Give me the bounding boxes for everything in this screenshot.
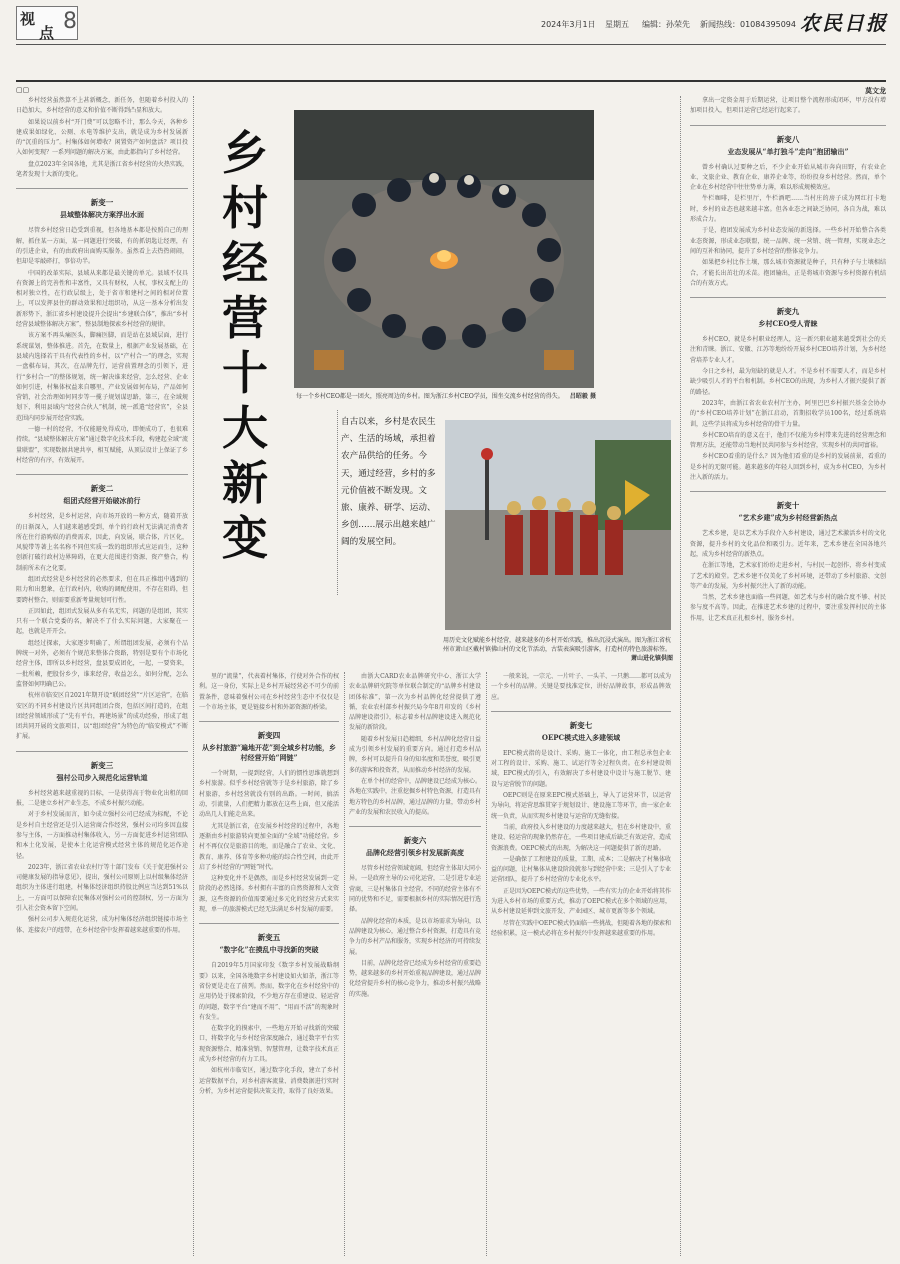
- photo2-credit: 萧山进化镇供图: [630, 655, 673, 662]
- section-char-1: 视: [20, 10, 36, 28]
- paragraph: 强村公司步入规范化运营，成为村集体经济组织链接市场主体、连接农户的纽带，在乡村经营中发挥着越来越重要的作用。: [16, 916, 188, 934]
- photo2-caption: 用历史文化赋能乡村经营，越来越多的乡村开始实践，推出沉浸式演出。图为浙江省杭州市萧山区戴村镇佛山村的文化节活动，古装表演吸引游客，打造村的特色旅游标签。: [443, 637, 672, 653]
- paragraph: 在浙江等地，艺术家们纷纷走进乡村，与村民一起创作，将乡村变成了艺术的殿堂。艺术乡建不仅美化了乡村环境，还带动了乡村旅游、文创等产业的发展，为乡村振兴注入了新的动能。: [690, 562, 886, 590]
- paragraph: 盘点2023年全国各地，尤其是浙江省乡村经营的火热实践，笔者发现十大新的变化。: [16, 160, 188, 179]
- paragraph: 尽管在实践中OEPC模式仍面临一些挑战，但随着各地的探索和经验积累，这一模式必将在乡村振兴中发挥越来越重要的作用。: [491, 919, 671, 937]
- paragraph: 组团式经营是乡村经营的必然要求，但在具正推组中遇到的阻力和出想象，在行政村内，收购的调配使用，不存在阻碍，但要跨村整合，则需要重新考量规划可行性。: [16, 575, 188, 604]
- column-4: [491, 672, 671, 1256]
- section-title: 业态发展从“单打独斗”走向“抱团输出”: [727, 146, 849, 156]
- photo1-caption-row: [296, 392, 596, 401]
- page-editor: 编辑：孙荣先: [642, 20, 690, 29]
- section-title: 品牌化经营引领乡村发展新高度: [366, 848, 464, 858]
- paragraph: 艺术乡建，是以艺术为手段介入乡村建设，通过艺术激活乡村的文化资源，提升乡村的文化品位和吸引力。近年来，艺术乡建在全国各地兴起，成为乡村经营的新热点。: [690, 530, 886, 558]
- paragraph: 一个时期，一提到经营，人们的惯性思维就想到乡村旅游。似乎乡村经营就等于是乡村旅游，除了乡村旅游，乡村经营就没有别的出路。一时间，搞活动，引流量，人们把精力都放在这些上面，但又能活动出几人们能走出来。: [199, 770, 339, 819]
- section-number: 新变八: [776, 134, 800, 144]
- column-5: [690, 96, 886, 1256]
- paragraph: 今日之乡村，最为短缺的就是人才。不是乡村不需要人才，而是乡村缺少吸引人才的平台和机制。乡村CEO的出现，为乡村人才振兴提供了新的路径。: [690, 368, 886, 396]
- photo2-caption-row: [443, 636, 673, 663]
- paragraph: 乡村经营虽然算不上甚新概念，新任务，但随着乡村投入的日趋加大，乡村经营的意义和价值不断得到凸显和放大。: [16, 97, 188, 115]
- section-heading-7: [491, 711, 671, 743]
- issue-date: 2024年3月1日: [541, 20, 596, 29]
- column-divider: [486, 672, 487, 1256]
- paragraph: 品牌化经营的本质，是以市场需求为导向，以品牌建设为核心，通过整合乡村资源，打造具有竞争力的乡村产品和服务，实现乡村经济的可持续发展。: [349, 917, 481, 956]
- section-number: 新变三: [90, 760, 114, 770]
- section-number: 新变十: [776, 501, 800, 511]
- paragraph: 杭州市临安区自2021年期开设“联团经营”“片区运营”，在临安区的不同乡村建设片区共同组团合资，包括区间打造的，在组团经营领域形成了“先有平台，再建场景”的成功经验，形成了组团共同开展的文旅项目，以“组团经营”为特色的“临安模式”不断扩展。: [16, 692, 188, 741]
- section-heading-8: [690, 125, 886, 157]
- section-title: 县域整体解决方案浮出水面: [60, 210, 144, 220]
- section-heading-3: [16, 751, 188, 783]
- paragraph: EPC模式指的是设计、采购、施工一体化，由工程总承包企业对工程的设计、采购、施工、试运行等全过程负责。在乡村建设领域，EPC模式的引入，有效解决了乡村建设中设计与施工脱节、建设与运营脱节的问题。: [491, 749, 671, 788]
- paragraph: 乡村CEO看重的是什么？因为他们看重的是乡村的发展前景，看重的是乡村的无限可能。越来越多的年轻人回到乡村，成为乡村CEO，为乡村注入新的活力。: [690, 453, 886, 482]
- section-heading-4: [199, 721, 339, 763]
- section-heading-9: [690, 297, 886, 329]
- section-heading-6: [349, 826, 481, 858]
- paragraph: 于是，抱团发展成为乡村业态发展的新选择。一些乡村开始整合各类业态资源，形成业态联盟，统一品牌、统一营销、统一管理，实现业态之间的互补和协同，提升了乡村经营的整体竞争力。: [690, 227, 886, 255]
- section-number: 新变九: [776, 307, 800, 317]
- paragraph: 正因如此，组团式发展从多有名无实，问题的是组团，其实只有一个联合党委的名，解决不了什么实际问题，大家聚在一起，也就是开开会。: [16, 607, 188, 636]
- section-number: 新变四: [257, 731, 281, 741]
- section-title: 组团式经营开始破冰前行: [63, 496, 141, 506]
- photo-cultural-performance: [445, 420, 671, 630]
- paragraph: 乡村经营，是乡村运营，向市场开放的一种方式，随着开放的日渐深入，人们越来越感受到，单个的行政村无法满足消费者所在住行游购娱的消费需求，因此，向发展，联合体，片区化，风貌带等著上名名称不同但实质一致的组织形式应运而生，这种创新打破行政村边界障碍，在更大范围进行资源、资产整合，构制前所未有之化要。: [16, 513, 188, 572]
- paragraph: 当前，政府投入乡村建设的力度越来越大，但在乡村建设中，重建设、轻运营的现象仍然存在，一些项目建成后缺乏有效运营，造成资源浪费。OEPC模式的出现，为解决这一问题提供了新的思路。: [491, 823, 671, 852]
- column-3: [349, 672, 481, 1256]
- paragraph: 该方案不再头痛医头，脚痛医脚，而是站在县域层面，进行系统谋划，整体推进。首先，在数量上，根据产业发展基础，在县域内选择若干具有代表性的乡村，以“产村合一”的理念，实现一盘棋布局，其次，在品牌先行，运营前置理念的引领下，进行“多村合一”的整体规划，统一解决谁来经营，怎么经营、企业如何引进，村集体权益来自哪里，产业发展如何布局，产品如何营销，社会治理如何同步等一揽子规划谋思路，第三，在全域规划下，利用县域内“经营合伙人”机制，统一派遣“经营官”，全县范围内同步展开经营实践。: [16, 332, 188, 422]
- paragraph: 正是因为OEPC模式的这些优势，一些有实力的企业开始将其作为进入乡村市场的重要方式，推动了OEPC模式在多个领域的应用，从乡村建设延伸到文旅开发、产业园区、城市更新等多个领域。: [491, 887, 671, 916]
- section-number: 新变六: [403, 836, 427, 846]
- photo1-credit: 吕昭毅 摄: [569, 393, 596, 400]
- paragraph: 在单个村的经营中，品牌建设已经成为核心。各地在实践中，注重挖掘乡村特色资源，打造具有地方特色的乡村品牌，通过品牌的力量，带动乡村产业的发展和农民收入的提高。: [349, 777, 481, 816]
- section-heading-10: [690, 491, 886, 523]
- paragraph: 这种变化并不是偶然，而是乡村经营发展到一定阶段的必然选择。乡村拥有丰富的自然资源和人文资源，这些资源的价值需要通过多元化的经营方式来实现，单一的旅游模式已经无法满足乡村发展的需要。: [199, 875, 339, 914]
- paragraph: 乡村经营越来越重视的目标，一是获得高于物业化出租的回报，二是建立乡村产业生态，不成乡村振兴动能。: [16, 789, 188, 808]
- section-heading-2: [16, 474, 188, 506]
- author-name: 莫文龙: [865, 86, 886, 95]
- paragraph: 随着乡村发展日趋精细，乡村品牌化经营日益成为引领乡村发展的重要方向。通过打造乡村品牌，乡村可以提升自身的知名度和美誉度，吸引更多的游客和投资者，从而推动乡村经济的发展。: [349, 735, 481, 774]
- paragraph: 尤其是浙江省，在发展乡村经营的过程中，各地逐渐由乡村旅游转向更加全面的“全域”功能经营。乡村不再仅仅是旅游目的地，而是融合了农业、文化、教育、康养、体育等多种功能的综合性空间，由此开启了乡村经营的“网链”时代。: [199, 822, 339, 871]
- paragraph: 如果把乡村比作土壤，那么城市资源就是种子，只有种子与土壤相结合，才能长出茁壮的禾苗。抱团输出，正是将城市资源与乡村资源有机结合的有效方式。: [690, 259, 886, 287]
- paragraph: 拿出一定资金用于后期运营，让项目整个流程形成闭环，甲方没有增加项目投入，但项目运营已经运行起来了。: [690, 97, 886, 115]
- paragraph: 一般来说，一宗元、一片叶子、一头羊、一只鹅……都可以成为一个乡村的品牌。关键是要找准定位，讲好品牌故事，形成品牌效应。: [491, 673, 671, 701]
- section-badge: [16, 6, 78, 40]
- photo-cultural-performance-image: [445, 420, 671, 630]
- section-heading-5: [199, 923, 339, 955]
- paragraph: 对于乡村发展而言，如今成立强村公司已经成为标配，不论是乡村自主经营还是引入运营商合作经营，强村公司均多因直接参与主体，一方面推动村集体收入，另一方面促进乡村运营团队和本土化发展，是使本土化运营模式经营主体的规范化运作途径。: [16, 811, 188, 860]
- paragraph: 由浙大CARD农业品牌研究中心、浙江大学农业品牌研究院等单位联合制定的“品牌乡村建设团体标准”，第一次为乡村品牌化经营提供了遵循，农业农村部乡村振兴局今年8月印发的《乡村品牌建设指引》，标志着乡村品牌建设进入规范化发展的新阶段。: [349, 673, 481, 732]
- paragraph: 2023年，浙江省农业农村厅等十部门发布《关于促进强村公司健康发展的指导意见》，提出，强村公司原则上以村级集体经济组织为主体进行组建，村集体经济组织持股比例应当达到51%以上，一方面可以保障农民集体对强村公司的控制权，另一方面为引入社会资本留下空间。: [16, 863, 188, 912]
- column-divider: [193, 96, 194, 1256]
- paragraph: OEPC则是在原来EPC模式基础上，导入了运营环节，以运营为导向，将运营思维贯穿于规划设计、建设施工等环节，由一家企业统一负责，从而实现乡村建设与运营的无缝衔接。: [491, 792, 671, 820]
- paragraph: 自2019年5月国家印发《数字乡村发展战略纲要》以来，全国各地数字乡村建设如火如荼，浙江等省份更是走在了前列。然而，数字化在乡村经营中的应用仍处于探索阶段，不少地方存在重建设、轻运营的问题，数字平台“建而不用”、“用而不活”的现象时有发生。: [199, 962, 339, 1021]
- paragraph: 一是确保了工程建设的质量，工期、成本；二是解决了村集体收益的问题，让村集体从建设阶段就参与到经营中来；三是引入了专业运营团队，提升了乡村经营的专业化水平。: [491, 855, 671, 884]
- paragraph: 尽管乡村经营领域宽阔，但经营主体却大同小异。一是政府主导的公司化运营，二是引进专业运营商，三是村集体自主经营。不同的经营主体有不同的优势和不足，需要根据乡村的实际情况进行选择。: [349, 865, 481, 914]
- lead-paragraph: 自古以来，乡村是农民生产、生活的场域，承担着农产品供给的任务。今天，通过经营，乡村的多元价值被不断发现。文旅、康养、研学、运动、乡创……展示出越来越广阔的发展空间。: [341, 417, 436, 548]
- section-title: 强村公司步入规范化运营轨道: [56, 772, 148, 782]
- section-char-2: 点: [39, 24, 55, 42]
- section-title: “数字化”在摸乱中寻找新的突破: [219, 945, 319, 955]
- masthead-rule: [16, 44, 886, 45]
- paragraph: 在数字化的摸索中，一些地方开始寻找新的突破口，将数字化与乡村经营深度融合，通过数字平台实现资源整合、精准营销、智慧管理，让数字技术真正成为乡村经营的有力工具。: [199, 1025, 339, 1064]
- section-number: 新变一: [90, 198, 114, 208]
- page-number: 8: [63, 9, 77, 34]
- newspaper-logo: 农民日报: [800, 11, 888, 35]
- paragraph: 当然，艺术乡建也面临一些问题，如艺术与乡村的融合度不够、村民参与度不高等。因此，在推进艺术乡建的过程中，要注重发挥村民的主体作用，让艺术真正扎根乡村，服务乡村。: [690, 594, 886, 622]
- section-heading-1: [16, 188, 188, 220]
- byline-box-icon: ▢▢: [16, 86, 30, 94]
- photo-ceo-gathering-image: [294, 110, 594, 388]
- paragraph: 乡村CEO培育的意义在于，他们不仅能为乡村带来先进的经营理念和管理方法，还能带动当地村民共同参与乡村经营，实现乡村的共同富裕。: [690, 431, 886, 450]
- column-divider: [680, 96, 681, 1256]
- top-rule: [16, 80, 886, 82]
- section-number: 新变七: [569, 720, 593, 730]
- section-title: 从乡村旅游“遍地开花”到全域乡村功能，乡村经营开始“网链”: [201, 743, 337, 763]
- paragraph: 一德一村的经营，不仅能避免得成功，即便成功了，也很难持续。“县域整体解决方案”通过数字化技术手段，构建起全域“流量联盟”，实现数据共建共享，相互赋能，从顶层设计上保证了乡村经营的有序，有效展开。: [16, 426, 188, 464]
- lead-left-rule: [337, 410, 338, 595]
- paragraph: 2023年，由浙江省农业农村厅主办，阿里巴巴乡村振兴基金会协办的“乡村CEO培养计划”在浙江启动，首期招收学员100名，经过系统培训，这些学员将成为乡村经营的骨干力量。: [690, 399, 886, 428]
- column-1: [16, 96, 188, 1256]
- paragraph: 如果说以前乡村“开门费”可以忽略不计，那么今天，各种乡建成果如绿化、公厕、水电等维护支出，就是成为乡村发展新的“沉重的压力”。村集体如何增收？闲置资产如何盘活？项目投入如何变现？一系列问题的解决方案，由此都指向了乡村经营。: [16, 118, 188, 157]
- headline: 乡村经营十大新变: [222, 126, 268, 565]
- paragraph: 组经过探索，大家逐步明确了，所谓组团发展，必须有个品牌统一对外，必须有个规范来整体合资路，特别是要有个市场化经营主体，即所以乡村经营，盘县要成团化，一起，一要资来，一批所赖，把股份乡少，谁来经营，收益怎么，如何分配，怎么监督如何明确已公。: [16, 639, 188, 688]
- news-hotline: 新闻热线：01084395094: [700, 20, 796, 29]
- section-number: 新变二: [90, 484, 114, 494]
- column-divider: [344, 672, 345, 1256]
- photo-ceo-gathering: [294, 110, 594, 388]
- paragraph: 目前，品牌化经营已经成为乡村经营的重要趋势，越来越多的乡村开始重视品牌建设，通过品牌化经营提升乡村的核心竞争力，推动乡村振兴战略的实施。: [349, 959, 481, 998]
- section-title: OEPC模式进入多建领域: [541, 732, 621, 742]
- paragraph: 尽管乡村经营日趋受到重视，但各地基本都是按照自己的理解，抓住某一方面，某一问题进行突破，有的抓钥匙让经理，有的引进企业，有的由政府出面购买服务。虽然看上去热热闹闹，但却是零敲碎打，事倍功半。: [16, 227, 188, 266]
- paragraph: 里的“流量”，代表着村集体，行使对外合作的权利。这一身份，实际上是乡村开展经营必不可少的前置条件，意味着强村公司在乡村经营生态中不仅仅是一个市场主体，更是链接乡村和外部资源的桥梁。: [199, 673, 339, 711]
- column-2: [199, 672, 339, 1256]
- section-title: “艺术乡建”成为乡村经营新热点: [738, 513, 838, 523]
- photo1-caption: 每一个乡村CEO都是一团火，照亮周边的乡村。图为浙江乡村CEO学员，围坐交流乡村经营的得失。: [296, 393, 564, 400]
- section-title: 乡村CEO受人青睐: [758, 319, 818, 329]
- byline-row: [16, 86, 886, 94]
- paragraph: 乡村CEO，就是乡村职业经理人，这一新兴职业越来越受到社会的关注和青睐。浙江、安徽、江苏等地纷纷开展乡村CEO培养计划，为乡村经营培养专业人才。: [690, 336, 886, 364]
- paragraph: 如杭州市临安区，通过数字化手段，建立了乡村运营数据平台，对乡村游客流量、消费数据进行实时分析，为乡村运营提供决策支持，取得了良好效果。: [199, 1067, 339, 1095]
- paragraph: 中国的改革实际，县域从来都是最关键的单元。县域不仅具有资源上的完善性和丰富性，又具有财权，人权，事权支配上的相对独立性，在行政层级上，处于省市和建村之间的相对位置上，可以发挥县住的群动效果和过组织功，从这一基本分析出发新形势下，浙江省乡村建设提升会提出“乡建联合体”，推出“乡村经营县域整体解决方案”，整县制地探索乡村经营的规律。: [16, 269, 188, 329]
- issue-weekday: 星期五: [605, 20, 629, 29]
- paragraph: 牛栏咖啡，是栏里厅，牛栏酒吧……当村庄的房子成为网红打卡地时，乡村的业态也越来越丰富。但各业态之间缺乏协同，各自为战，难以形成合力。: [690, 195, 886, 224]
- paragraph: 曾乡村确认过要种之后，不少企业开始从城市奔向田野，有农业企业、文旅企业、教育企业、康养企业等，纷纷投身乡村经营。然而，单个企业在乡村经营中往往势单力薄，难以形成规模效应。: [690, 163, 886, 192]
- masthead: [0, 0, 900, 44]
- section-number: 新变五: [257, 933, 281, 943]
